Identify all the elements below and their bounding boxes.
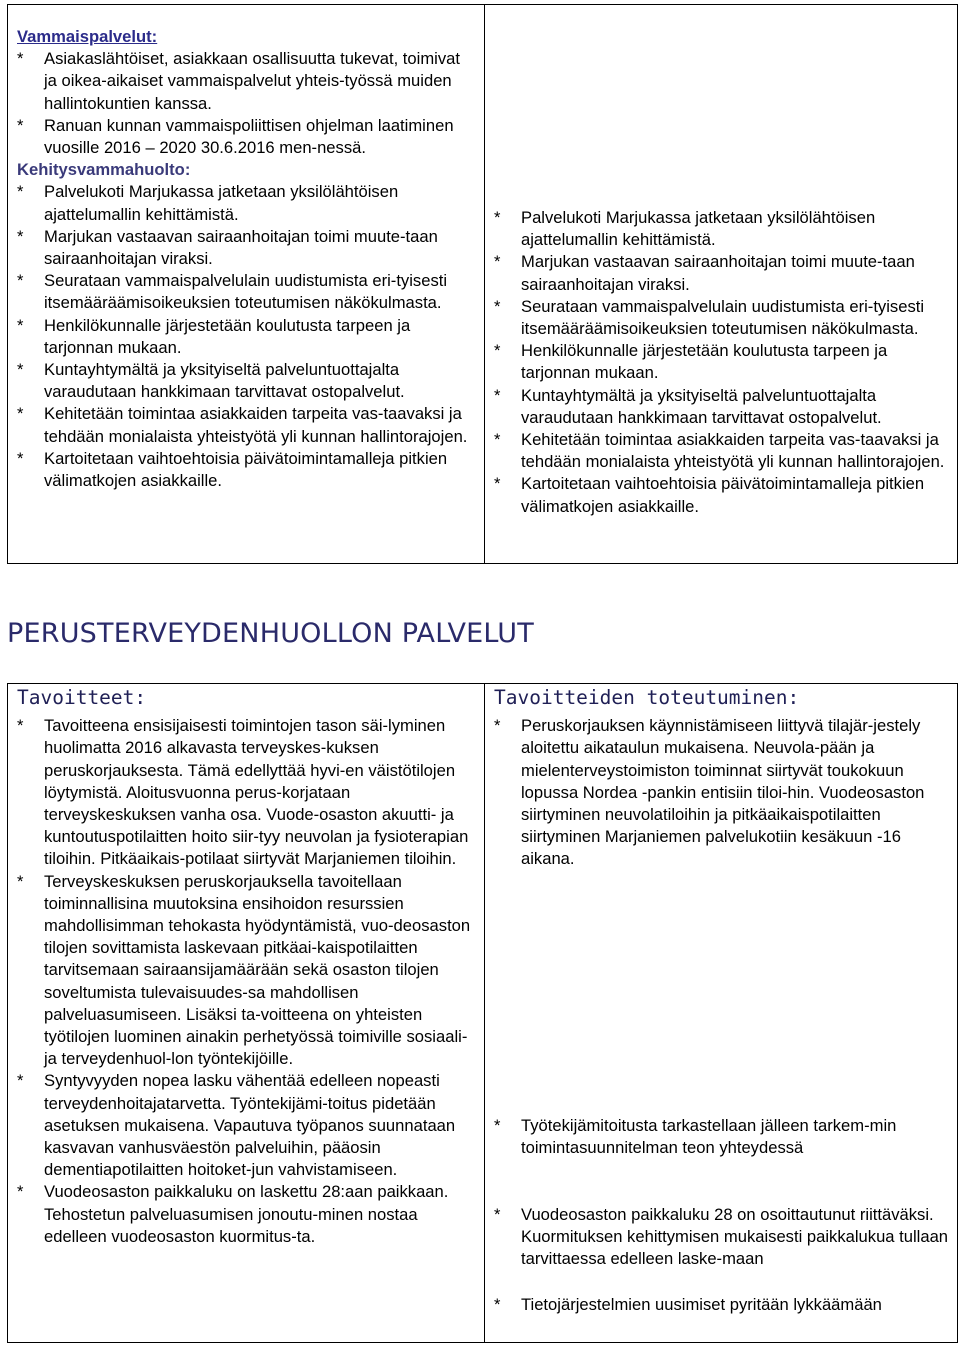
vammaispalvelut-heading: Vammaispalvelut: xyxy=(17,27,158,46)
list-item: * Kuntayhtymältä ja yksityiseltä palveluntuottajalta varaudutaan hankkimaan tarvittavat ostopalvelut. xyxy=(17,360,405,402)
realization-cell xyxy=(485,684,958,1343)
list-item: * Syntyvyyden nopea lasku vähentää edelleen nopeasti terveydenhoitajatarvetta. Työntekijämi-toitus pidetään asetuksen mukaisena. Vapautuva työpanos suunnataan kasvavan vanhusväestön palveluihin, pääosin dementiapotilaitten hoitoket-jun vahvistamiseen. xyxy=(17,1071,456,1180)
list-item: * Tietojärjestelmien uusimiset pyritään lykkäämään xyxy=(494,1294,882,1314)
list-item: * Kartoitetaan vaihtoehtoisia päivätoimintamalleja pitkien välimatkojen asiakkaille. xyxy=(494,474,925,516)
list-item: * Kehitetään toimintaa asiakkaiden tarpeita vas-taavaksi ja tehdään monialaista yhteistyötä yli kunnan hallintorajojen. xyxy=(494,430,945,472)
list-item: * Terveyskeskuksen peruskorjauksella tavoitellaan toiminnallisina muutoksina ensihoidon resurssien mahdollisimman tehokasta hyödyntämistä, vuo-deosaston tilojen sovittamista laskevaan pitkäai-kaispotilaitten tarvitsemaan sairaansijamäärään sekä osaston tilojen soveltumista tulevaisuudes-sa mahdollisen palveluasumiseen. Lisäksi ta-voitteena on yhteisten työtilojen luominen ainakin perhetyössä toimiville sosiaali- ja terveydenhuol-lon työntekijöille. xyxy=(17,871,471,1069)
list-item: * Kuntayhtymältä ja yksityiseltä palveluntuottajalta varaudutaan hankkimaan tarvittavat ostopalvelut. xyxy=(494,385,882,427)
list-item: * Ranuan kunnan vammaispoliittisen ohjelman laatiminen vuosille 2016 – 2020 30.6.2016 men-nessä. xyxy=(17,115,454,158)
list-item: * Peruskorjauksen käynnistämiseen liittyvä tilajär-jestely aloitettu aikataulun mukaisena. Neuvola-pään ja mielenterveystoimiston toiminnat siirtyvät toukokuun lopussa Nordea -pankin entisiin tiloi-hin. Vuodeosaston siirtyminen neuvolatiloihin ja pitkäaikaispotilaitten siirtyminen Marjaniemen palvelukotiin kesäkuun -16 aikana. xyxy=(494,716,925,869)
list-item: * Vuodeosaston paikkaluku 28 on osoittautunut riittäväksi. Kuormituksen kehittymisen mukaisesti paikkalukua tullaan tarvittaessa edelleen laske-maan xyxy=(494,1205,949,1269)
vammaispalvelut-table xyxy=(7,4,958,564)
list-item: * Henkilökunnalle järjestetään koulutusta tarpeen ja tarjonnan mukaan. xyxy=(17,315,411,357)
list-item: * Seurataan vammaispalvelulain uudistumista eri-tyisesti itsemääräämisoikeuksien toteutumisen näkökulmasta. xyxy=(17,271,448,313)
goals-cell xyxy=(8,5,485,564)
list-item: * Kartoitetaan vaihtoehtoisia päivätoimintamalleja pitkien välimatkojen asiakkaille. xyxy=(17,448,448,491)
list-item: * Asiakaslähtöiset, asiakkaan osallisuutta tukevat, toimivat ja oikea-aikaiset vammaispalvelut yhteis-työssä muiden hallintokuntien kanssa. xyxy=(17,49,460,113)
realization-header: Tavoitteiden toteutuminen: xyxy=(494,686,800,709)
list-item: * Vuodeosaston paikkaluku on laskettu 28:aan paikkaan. Tehostetun palveluasumisen jonoutu-minen nostaa edelleen vuodeosaston kuormitus-ta. xyxy=(17,1182,449,1246)
perusterveydenhuolto-table xyxy=(7,683,958,1343)
list-item: * Henkilökunnalle järjestetään koulutusta tarpeen ja tarjonnan mukaan. xyxy=(494,341,888,383)
list-item: * Marjukan vastaavan sairaanhoitajan toimi muute-taan sairaanhoitajan viraksi. xyxy=(494,252,915,294)
goals-cell xyxy=(8,684,485,1343)
goals-header: Tavoitteet: xyxy=(17,686,147,709)
list-item: * Marjukan vastaavan sairaanhoitajan toimi muute-taan sairaanhoitajan viraksi. xyxy=(17,226,438,269)
kehitysvammahuolto-heading: Kehitysvammahuolto: xyxy=(17,160,191,180)
realization-cell xyxy=(485,5,958,564)
section-title: PERUSTERVEYDENHUOLLON PALVELUT xyxy=(7,618,534,649)
list-item: * Palvelukoti Marjukassa jatketaan yksilölähtöisen ajattelumallin kehittämistä. xyxy=(494,208,876,250)
list-item: * Työtekijämitoitusta tarkastellaan jälleen tarkem-min toimintasuunnitelman teon yhteydessä xyxy=(494,1115,897,1157)
list-item: * Seurataan vammaispalvelulain uudistumista eri-tyisesti itsemääräämisoikeuksien toteutumisen näkökulmasta. xyxy=(494,296,925,339)
list-item: * Kehitetään toimintaa asiakkaiden tarpeita vas-taavaksi ja tehdään monialaista yhteistyötä yli kunnan hallintorajojen. xyxy=(17,404,468,446)
list-item: * Palvelukoti Marjukassa jatketaan yksilölähtöisen ajattelumallin kehittämistä. xyxy=(17,182,399,224)
list-item: * Tavoitteena ensisijaisesti toimintojen tason säi-lyminen huolimatta 2016 alkavasta terveyskes-kuksen peruskorjauksesta. Tämä edellyttää hyvi-en väistötilojen löytymistä. Aloitusvuonna perus-korjataan terveyskeskuksen vanha osa. Vuode-osaston akuutti- ja kuntoutuspotilaitten hoito siir-tyy neuvolan ja fysioterapian tiloihin. Pitkäaikais-potilaat siirtyvät Marjaniemen tiloihin. xyxy=(17,716,469,869)
